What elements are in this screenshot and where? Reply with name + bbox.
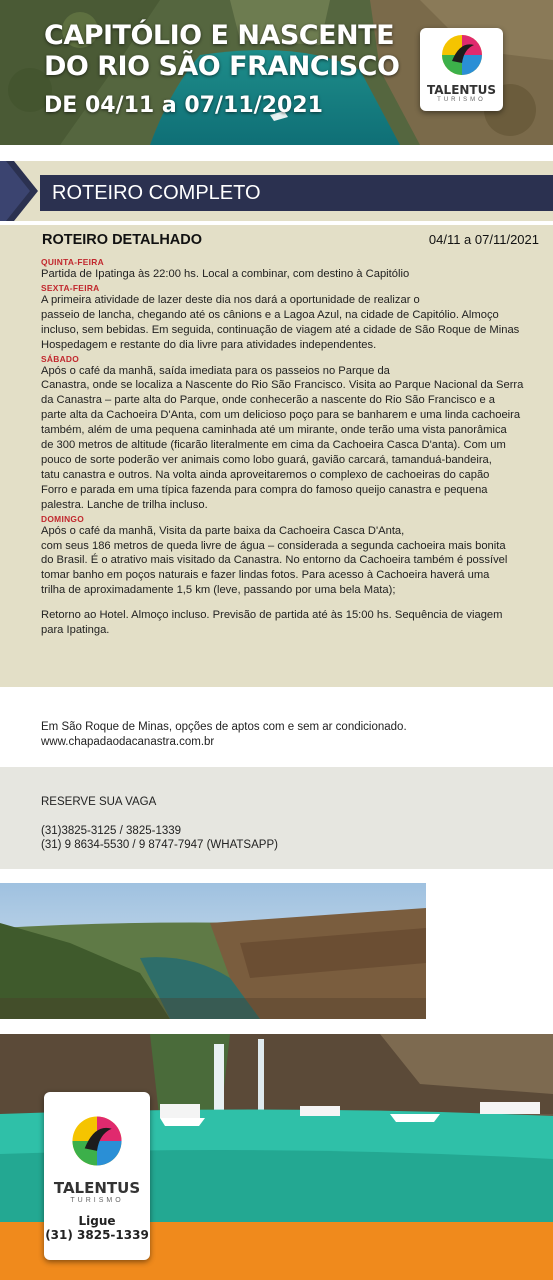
day-text-line: Após o café da manhã, saída imediata para os passeios no Parque da (41, 364, 390, 377)
ligue-label: Ligue (78, 1214, 116, 1228)
return-text-line: Retorno ao Hotel. Almoço incluso. Previsão de partida até às 15:00 hs. Sequência de viagem (41, 609, 503, 622)
phone-list (41, 824, 278, 852)
day-text-line: Hospedagem e restante do dia livre para atividades independentes. (41, 338, 377, 351)
day-text-line: da Canastra – parte alta do Parque, onde conhecerão a nascente do Rio São Francisco e a (41, 394, 496, 407)
day-label-sabado: SÁBADO (41, 353, 80, 364)
website-link[interactable]: www.chapadaodacanastra.com.br (41, 736, 215, 748)
day-text-line: passeio de lancha, chegando até os cânions e a Lagoa Azul, na cidade de Capitólio. Almoço (41, 308, 499, 321)
day-text-line: com seus 186 metros de queda livre de água – considerada a segunda cachoeira mais bonita (41, 539, 506, 552)
phone-whatsapp: (31) 9 8634-5530 / 9 8747-7947 (WHATSAPP) (41, 839, 278, 851)
canyon-photo (0, 883, 426, 1019)
brand-sub: TURISMO (437, 97, 486, 103)
brand-logo-card (420, 28, 503, 111)
brand-sub: TURISMO (70, 1197, 124, 1204)
accommodation-notes (41, 720, 407, 750)
section-banner (0, 161, 553, 221)
return-text-line: para Ipatinga. (41, 624, 110, 637)
day-text-line: parte alta da Cachoeira D'Anta, com um delicioso poço para se banharem e uma linda cachoeira (41, 409, 521, 422)
day-text-line: trilha de aproximadamente 1,5 km (leve, passando por uma bela Mata); (41, 584, 396, 597)
day-text-line: Após o café da manhã, Visita da parte baixa da Cachoeira Casca D'Anta, (41, 524, 405, 537)
canyon-photo-image (0, 883, 426, 1019)
day-label-domingo: DOMINGO (41, 513, 85, 524)
ligue-phone[interactable]: (31) 3825-1339 (45, 1228, 149, 1242)
banner-white-strip (0, 145, 553, 161)
talentus-logo-icon (440, 33, 484, 77)
footer-logo-card (44, 1092, 150, 1260)
trip-title (44, 20, 399, 82)
banner-bottom-strip (0, 221, 553, 225)
day-text-line: Canastra, onde se localiza a Nascente do Rio São Francisco. Visita ao Parque Nacional da Serra (41, 379, 524, 392)
day-text-line: tomar banho em poços naturais e fazer lindas fotos. Para acesso à Cachoeira haverá uma (41, 569, 490, 582)
banner-arrow-icon (0, 161, 40, 221)
itinerary-date-range: 04/11 a 07/11/2021 (428, 232, 539, 247)
day-label-sexta: SEXTA-FEIRA (41, 282, 100, 293)
itinerary-text (41, 256, 531, 638)
day-text-line: Partida de Ipatinga às 22:00 hs. Local a combinar, com destino à Capitólio (41, 268, 410, 280)
brand-name: TALENTUS (427, 83, 496, 97)
day-text-line: pouco de sorte poderão ver animais como lobo guará, gavião carcará, tamanduá-bandeira, (41, 453, 492, 466)
trip-dates: DE 04/11 a 07/11/2021 (44, 93, 323, 118)
day-text-line: incluso, sem bebidas. Em seguida, continuação de viagem até a cidade de São Roque de Minas (41, 323, 520, 336)
day-text-line: tatu canastra e outros. Na volta ainda aproveitaremos o complexo de cachoeiras do capão (41, 468, 490, 481)
hero-banner (0, 0, 553, 145)
trip-title-line1: CAPITÓLIO E NASCENTE (44, 20, 395, 51)
talentus-logo-icon (70, 1114, 124, 1168)
day-text-line: palestra. Lanche de trilha incluso. (41, 498, 208, 511)
day-text-line: do Brasil. É o atrativo mais visitado da Canastra. No entorno da Cachoeira também é possível (41, 554, 508, 567)
day-text-line: A primeira atividade de lazer deste dia nos dará a oportunidade de realizar o (41, 293, 420, 306)
day-label-quinta: QUINTA-FEIRA (41, 257, 104, 267)
accommodation-note: Em São Roque de Minas, opções de aptos com e sem ar condicionado. (41, 721, 407, 733)
phone-landline: (31)3825-3125 / 3825-1339 (41, 825, 182, 837)
day-text-line: de 300 metros de altitude (ficarão literalmente em cima da Cachoeira Casca D'anta). Com um (41, 439, 506, 452)
day-text-line: também, além de uma pequena caminhada até um mirante, onde terão uma vista panorâmica (41, 424, 507, 437)
trip-title-line2: DO RIO SÃO FRANCISCO (44, 51, 400, 82)
brand-name: TALENTUS (53, 1179, 141, 1197)
itinerary-heading: ROTEIRO DETALHADO (42, 232, 203, 248)
reserve-heading: RESERVE SUA VAGA (41, 796, 157, 808)
banner-label: ROTEIRO COMPLETO (52, 182, 261, 204)
contact-panel (0, 767, 553, 869)
spacer (41, 598, 531, 608)
day-text-line: Forro e parada em uma típica fazenda para compra do famoso queijo canastra e pequena (41, 483, 488, 496)
